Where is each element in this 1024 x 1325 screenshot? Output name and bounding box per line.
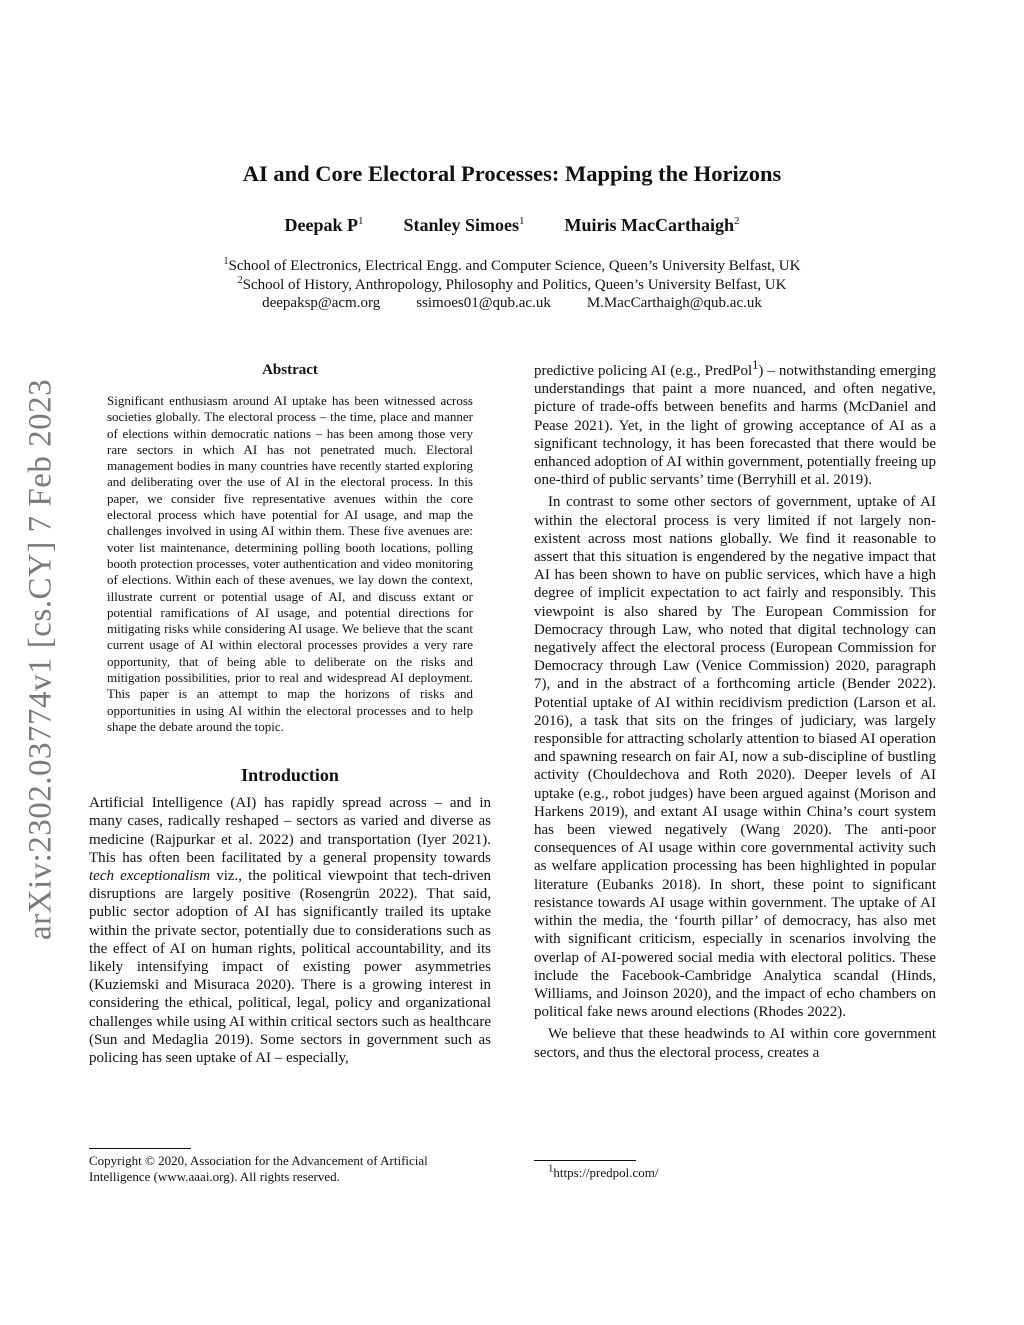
abstract-text: Significant enthusiasm around AI uptake has been witnessed across societies globally. The electoral process – the time, place and manner of elections within democratic nations – has been among those very rare sectors in which AI has not penetrated much. Electoral management bodies in many countries have recently started exploring and deliberating over the use of AI in the electoral process. In this paper, we consider five representative avenues within the core electoral process which have potential for AI usage, and map the challenges involved in using AI within them. These five avenues are: voter list maintenance, determining polling booth locations, polling booth protection processes, voter authentication and video monitoring of elections. Within each of these avenues, we lay down the context, illustrate current or potential usage of AI, and discuss extant or potential ramifications of AI usage, and potential directions for mitigating risks while considering AI usage. We believe that the scant current usage of AI within electoral processes provides a very rare opportunity, that of being able to deliberate on the risks and mitigation possibilities, prior to real and widespread AI deployment. This paper is an attempt to map the horizons of risks and opportunities in using AI within the electoral processes and to help shape the debate around the topic. — [107, 393, 473, 734]
footnote-divider — [89, 1148, 191, 1149]
copyright-text: Copyright © 2020, Association for the Advancement of Artificial Intelligence (www.aaai.org). All rights reserved. — [89, 1153, 428, 1184]
right-column — [534, 358, 936, 1062]
predpol-link[interactable]: https://predpol.com/ — [553, 1165, 659, 1180]
email: M.MacCarthaigh@qub.ac.uk — [586, 295, 762, 311]
body-paragraph: In contrast to some other sectors of government, uptake of AI within the electoral process is very limited if not largely non-existent across most nations globally. We find it reasonable to assert that this situation is engendered by the negative impact that AI has been shown to have on public services, which have a high degree of implicit expectation to act fairly and responsibly. This viewpoint is also shared by The European Commission for Democracy through Law, who noted that digital technology can negatively affect the electoral process (European Commission for Democracy through Law (Venice Commission) 2020, paragraph 7), and in the abstract of a forthcoming article (Bender 2022). Potential uptake of AI within recidivism prediction (Larson et al. 2016), a task that sits on the fringes of judiciary, was largely responsible for attracting scholarly attention to biased AI operation and spawning research on fair AI, now a sub-discipline of bustling activity (Chouldechova and Roth 2020). Deeper levels of AI uptake (e.g., robot judges) have been argued against (Morison and Harkens 2019), and extant AI usage within China’s court system has been viewed negatively (Wang 2020). The anti-poor consequences of AI usage within core governmental activity such as welfare application processing has been highlighted in popular literature (Eubanks 2018). In short, these point to significant resistance towards AI usage within government. The uptake of AI within the media, the ‘fourth pillar’ of democracy, has also met with significant criticism, especially in scenarios involving the overlap of AI-powered social media with electoral politics. These include the Facebook-Cambridge Analytica scandal (Hinds, Williams, and Joinson 2020), and the impact of echo chambers on political fake news around elections (Rhodes 2022). — [534, 494, 936, 1021]
body-paragraph: predictive policing AI (e.g., PredPol$^1$) – notwithstanding emerging understandings that paint a more nuanced, and often negative, picture of trade-offs between benefits and harms (McDaniel and Pease 2021). Yet, in the light of growing acceptance of AI as a significant technology, it has been forecasted that there would be enhanced adoption of AI within government, potentially freeing up one-third of public servants’ time (Berryhill et al. 2019). — [534, 358, 936, 489]
footnote-divider — [534, 1160, 636, 1161]
introduction-paragraph: Artificial Intelligence (AI) has rapidly spread across – and in many cases, radically reshaped – sectors as varied and diverse as medicine (Rajpurkar et al. 2022) and transportation (Iyer 2021). This has often been facilitated by a general propensity towards tech exceptionalism viz., the political viewpoint that tech-driven disruptions are largely positive (Rosengrün 2022). That said, public sector adoption of AI has significantly trailed its uptake within the private sector, potentially due to considerations such as the effect of AI on human rights, political accountability, and its likely intensifying impact of existing power asymmetries (Kuziemski and Misuraca 2020). There is a growing interest in considering the ethical, political, legal, policy and organizational challenges while using AI within critical sectors such as healthcare (Sun and Medaglia 2019). Some sectors in government such as policing has seen uptake of AI – especially, — [89, 795, 491, 1067]
author-list — [100, 215, 924, 236]
email: deepaksp@acm.org — [262, 295, 381, 311]
url-footnote — [534, 1150, 936, 1181]
affiliation: $^1$School of Electronics, Electrical Engg. and Computer Science, Queen’s University Belfast, UK — [223, 256, 801, 274]
copyright-footnote — [89, 1138, 491, 1185]
arxiv-identifier: arXiv:2302.03774v1 [cs.CY] 7 Feb 2023 — [22, 378, 59, 940]
author: Muiris MacCarthaigh$^2$ — [564, 215, 740, 235]
email: ssimoes01@qub.ac.uk — [416, 295, 551, 311]
author: Deepak $P^1$ — [284, 215, 364, 235]
footnote-text: $^1$https://predpol.com/ — [548, 1162, 659, 1180]
author-emails — [100, 295, 924, 312]
affiliation: $^2$School of History, Anthropology, Philosophy and Politics, Queen’s University Belfast, UK — [237, 275, 787, 293]
left-column — [89, 362, 491, 1067]
introduction-heading: Introduction — [241, 765, 339, 786]
body-paragraph: We believe that these headwinds to AI within core government sectors, and thus the electoral process, creates a — [534, 1026, 936, 1061]
paper-title: AI and Core Electoral Processes: Mapping the Horizons — [242, 161, 782, 186]
author: Stanley Simoes$^1$ — [403, 215, 525, 235]
abstract-heading: Abstract — [262, 362, 318, 378]
